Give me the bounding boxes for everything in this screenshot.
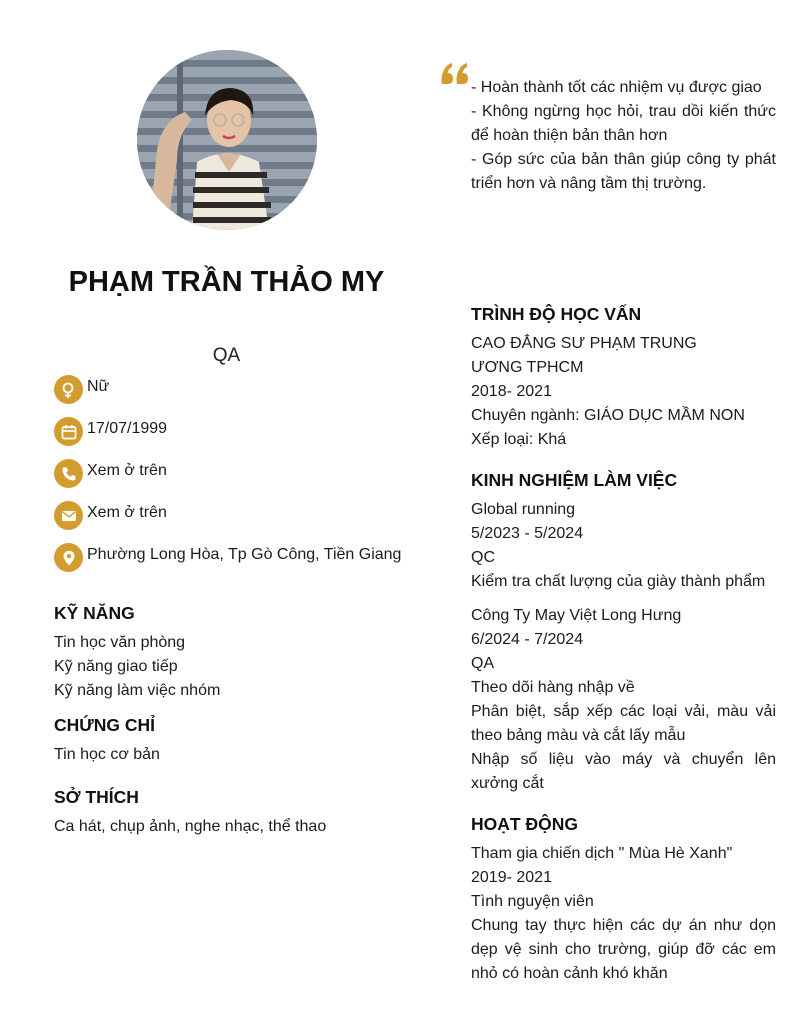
objective-item: - Góp sức của bản thân giúp công ty phát triển hơn và nâng tầm thị trường. [471, 151, 776, 192]
contact-address [54, 542, 414, 584]
quote-icon [440, 62, 470, 91]
job-company: Công Ty May Việt Long Hưng [471, 607, 682, 624]
education-title: TRÌNH ĐỘ HỌC VẤN [471, 304, 642, 324]
skill-item: Kỹ năng giao tiếp [54, 658, 178, 675]
contact-phone [54, 458, 414, 500]
job-position: QA [471, 655, 495, 672]
education-period: 2018- 2021 [471, 383, 552, 400]
job-detail: Kiểm tra chất lượng của giày thành phẩm [471, 573, 766, 590]
job-company: Global running [471, 501, 576, 518]
candidate-role: QA [212, 345, 241, 366]
objective-section [471, 76, 776, 196]
email-icon [54, 501, 83, 530]
job-detail: Phân biệt, sắp xếp các loại vải, màu vải theo bảng màu và cắt lấy mẫu [471, 703, 776, 744]
job-period: 6/2024 - 7/2024 [471, 631, 584, 648]
skills-title: KỸ NĂNG [54, 603, 135, 623]
location-icon [54, 543, 83, 572]
job-entry [471, 498, 776, 594]
job-detail: Theo dõi hàng nhập về [471, 679, 635, 696]
birthday-text: 17/07/1999 [87, 420, 168, 437]
job-period: 5/2023 - 5/2024 [471, 525, 584, 542]
activities-title: HOẠT ĐỘNG [471, 814, 578, 834]
education-school: CAO ĐẲNG SƯ PHẠM TRUNG ƯƠNG TPHCM [471, 335, 697, 376]
certificates-title: CHỨNG CHỈ [54, 715, 156, 735]
phone-text: Xem ở trên [87, 462, 167, 479]
skill-item: Tin học văn phòng [54, 634, 186, 651]
hobby-item: Ca hát, chụp ảnh, nghe nhạc, thể thao [54, 818, 327, 835]
email-text: Xem ở trên [87, 504, 167, 521]
activity-period: 2019- 2021 [471, 869, 552, 886]
activity-name: Tham gia chiến dịch " Mùa Hè Xanh" [471, 845, 733, 862]
gender-text: Nữ [87, 378, 110, 395]
certificate-item: Tin học cơ bản [54, 746, 160, 763]
objective-item: - Không ngừng học hỏi, trau dồi kiến thức để hoàn thiện bản thân hơn [471, 103, 776, 144]
contact-gender [54, 374, 414, 416]
contact-email [54, 500, 414, 542]
education-section [471, 302, 776, 452]
contact-list [54, 374, 414, 584]
job-entry [471, 604, 776, 796]
activity-role: Tình nguyện viên [471, 893, 594, 910]
skill-item: Kỹ năng làm việc nhóm [54, 682, 221, 699]
phone-icon [54, 459, 83, 488]
gender-icon [54, 375, 83, 404]
education-grade: Xếp loại: Khá [471, 431, 567, 448]
activity-description: Chung tay thực hiện các dự án như dọn dẹp vệ sinh cho trường, giúp đỡ các em nhỏ có hoàn cảnh khó khăn [471, 917, 776, 982]
job-detail: Nhập số liệu vào máy và chuyển lên xưởng cắt [471, 751, 776, 792]
hobbies-section [54, 785, 404, 839]
address-text: Phường Long Hòa, Tp Gò Công, Tiền Giang [87, 546, 402, 563]
contact-birthday [54, 416, 414, 458]
skills-section [54, 601, 404, 703]
certificates-section [54, 713, 404, 767]
profile-photo [137, 50, 317, 230]
experience-section [471, 468, 776, 796]
education-major: Chuyên ngành: GIÁO DỤC MẦM NON [471, 407, 745, 424]
experience-title: KINH NGHIỆM LÀM VIỆC [471, 470, 678, 490]
objective-item: - Hoàn thành tốt các nhiệm vụ được giao [471, 79, 762, 96]
activities-section [471, 812, 776, 986]
hobbies-title: SỞ THÍCH [54, 787, 139, 807]
profile-photo-illustration [137, 50, 317, 230]
job-position: QC [471, 549, 495, 566]
candidate-name: PHẠM TRẦN THẢO MY [68, 266, 385, 298]
calendar-icon [54, 417, 83, 446]
